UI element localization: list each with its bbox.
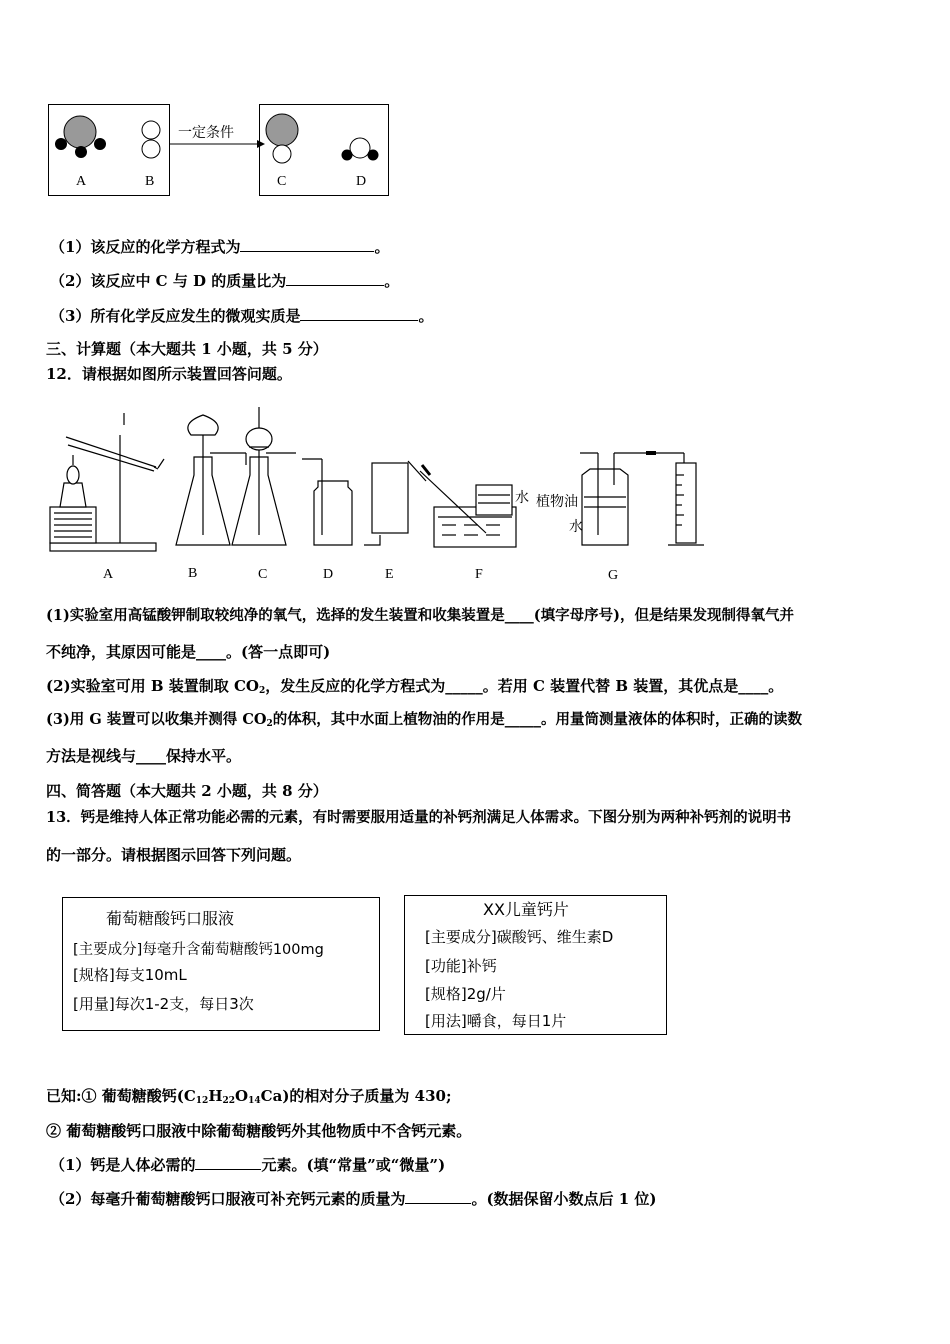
q12-part3-line2: 方法是视线与____保持水平。 [46, 747, 242, 765]
q12-part3-line1: (3)用 G 装置可以收集并测得 $CO_2$的体积，其中水面上植物油的作用是_____。用量筒测量液体的体积时，正确的读数 [46, 711, 803, 729]
q13-stem-line2: 的一部分。请根据图示回答下列问题。 [46, 846, 302, 864]
q13-part2: （2）每毫升葡萄糖酸钙口服液可补充钙元素的质量为 。(数据保留小数点后 1 位) [50, 1190, 657, 1208]
q12-part2: (2)实验室可用 B 装置制取 $CO_2$，发生反应的化学方程式为_____。若用 C 装置代替 B 装置，其优点是____。 [46, 677, 784, 696]
answer-blank[interactable] [286, 270, 384, 286]
q11-part2: （2）该反应中 C 与 D 的质量比为 。 [50, 272, 400, 290]
q11-part1: （1）该反应的化学方程式为 。 [50, 238, 390, 256]
reaction-arrow-label: 一定条件 [178, 125, 234, 141]
apparatus-label-b: B [188, 566, 198, 581]
card-kids-calcium-tablet [404, 895, 667, 1035]
section-4-title: 四、简答题（本大题共 2 小题，共 8 分） [46, 782, 328, 800]
reaction-molecules [40, 100, 400, 200]
card2-line: [用法]嚼食，每日1片 [425, 1012, 567, 1030]
annotation-water-g: 水 [569, 519, 583, 535]
apparatus-label-f: F [475, 567, 483, 582]
q13-stem-line1: 13．钙是维持人体正常功能必需的元素，有时需要服用适量的补钙剂满足人体需求。下图分别为两种补钙剂的说明书 [46, 809, 792, 826]
reaction-label-a: A [76, 174, 87, 189]
reaction-label-d: D [356, 174, 367, 189]
reaction-label-c: C [277, 174, 287, 189]
q11-part3: （3）所有化学反应发生的微观实质是 。 [50, 307, 434, 325]
answer-blank[interactable] [240, 236, 374, 252]
answer-blank[interactable] [405, 1188, 471, 1204]
annotation-oil: 植物油 [536, 494, 578, 510]
q12-part1-line2: 不纯净，其原因可能是____。(答一点即可) [46, 643, 331, 661]
apparatus-figure [46, 395, 726, 565]
annotation-water-f: 水 [515, 490, 529, 506]
card1-line: [用量]每次1-2支，每日3次 [73, 995, 254, 1013]
card2-title: XX儿童钙片 [483, 900, 569, 919]
card1-line: [主要成分]每毫升含葡萄糖酸钙100mg [73, 942, 324, 958]
answer-blank[interactable] [195, 1154, 261, 1170]
apparatus-label-e: E [385, 567, 394, 582]
q12-part1-line1: (1)实验室用高锰酸钾制取较纯净的氧气，选择的发生装置和收集装置是____(填字母序号)，但是结果发现制得氧气并 [46, 607, 795, 624]
card2-line: [主要成分]碳酸钙、维生素D [425, 928, 614, 946]
apparatus-label-c: C [258, 567, 268, 582]
card2-line: [规格]2g/片 [425, 985, 506, 1003]
card-calcium-gluconate [62, 897, 380, 1031]
apparatus-label-d: D [323, 567, 334, 582]
q12-stem: 12．请根据如图所示装置回答问题。 [46, 365, 292, 383]
known-2: ② 葡萄糖酸钙口服液中除葡萄糖酸钙外其他物质中不含钙元素。 [46, 1122, 472, 1140]
answer-blank[interactable] [300, 305, 418, 321]
reaction-label-b: B [145, 174, 155, 189]
card1-title: 葡萄糖酸钙口服液 [106, 909, 235, 928]
q13-part1: （1）钙是人体必需的 元素。(填“常量”或“微量”) [50, 1156, 446, 1174]
known-1: 已知:① 葡萄糖酸钙$(C_{12}H_{22}O_{14}Ca)$的相对分子质量为 430; [46, 1087, 452, 1106]
card2-line: [功能]补钙 [425, 957, 497, 975]
apparatus-label-g: G [608, 568, 619, 583]
section-3-title: 三、计算题（本大题共 1 小题，共 5 分） [46, 340, 328, 358]
card1-line: [规格]每支10mL [73, 966, 187, 984]
apparatus-label-a: A [103, 567, 114, 582]
